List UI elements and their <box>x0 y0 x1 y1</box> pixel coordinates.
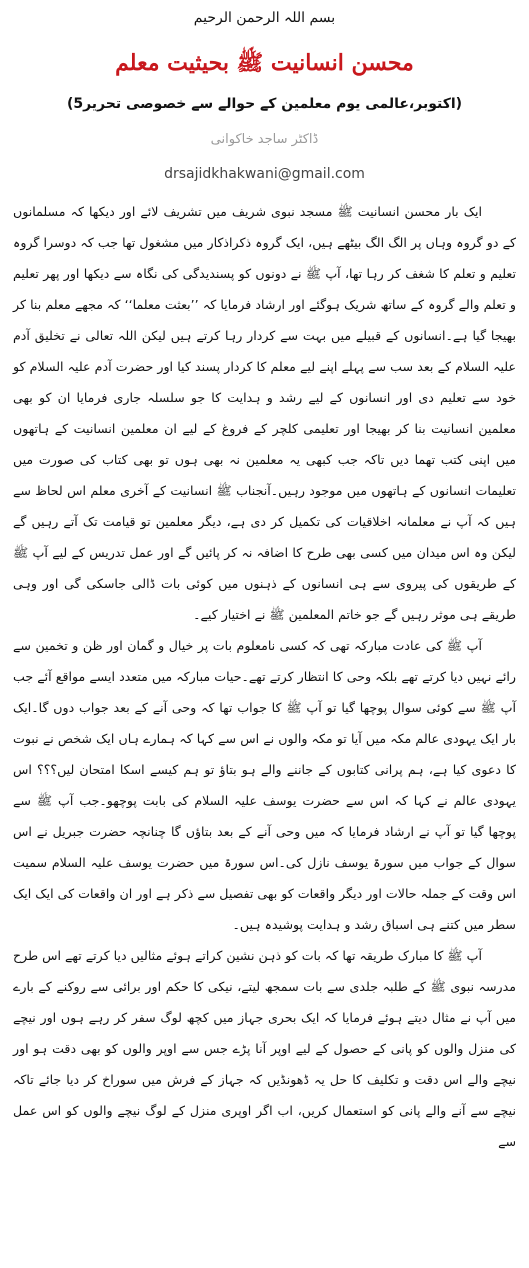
article-subtitle: (5اکتوبر،عالمی یوم معلمین کے حوالے سے خصوصی تحریر) <box>66 96 463 112</box>
author-email[interactable]: drsajidkhakwani@gmail.com <box>164 166 365 182</box>
article-body <box>0 196 529 1157</box>
body-paragraph-3: آپ ﷺ کا مبارک طریقہ تھا کہ بات کو ذہن نشین کراتے ہوئے مثالیں دیا کرتے تھے اس طرح مدرسہ نبوی ﷺ کے طلبہ جلدی سے بات سمجھ لیتے، نیکی کا حکم اور برائی سے روکنے کے بارے میں آپ نے مثال دیتے ہوئے فرمایا کہ ایک بحری جہاز میں کچھ لوگ سفر کر رہے ہوں اور نیچے کی منزل والوں کو پانی کے حصول کے لیے اوپر آنا پڑے جس سے اوپر والوں کو بھی دقت ہو اور نیچے والے اس دقت و تکلیف کا حل یہ ڈھونڈیں کہ جہاز کے فرش میں سوراخ کر دیا جائے تاکہ نیچے سے آنے والے پانی کو استعمال کریں، اب اگر اوپری منزل کے لوگ نیچے والوں کو اس عمل سے <box>13 948 516 1149</box>
article-title: محسن انسانیت ﷺ بحیثیت معلم <box>115 50 414 76</box>
article-page <box>0 10 529 1268</box>
body-paragraph-1: ایک بار محسن انسانیت ﷺ مسجد نبوی شریف میں تشریف لائے اور دیکھا کہ مسلمانوں کے دو گروہ وہاں پر الگ الگ بیٹھے ہیں، ایک گروہ ذکراذکار میں مشغول تھا جب کہ دوسرا گروہ تعلیم و تعلم کا شغف کر رہا تھا، آپ ﷺ نے دونوں کو پسندیدگی کی نگاہ سے دیکھا اور پھر تعلیم و تعلم والے گروہ کے ساتھ شریک ہوگئے اور ارشاد فرمایا کہ ’’بعثت معلما‘‘ کہ مجھے معلم بنا کر بھیجا گیا ہے۔انسانوں کے قبیلے میں بہت سے کردار رہا کرتے ہیں لیکن اللہ تعالی نے تخلیق آدم علیہ السلام کے بعد سب سے پہلے اپنے لیے معلم کا کردار پسند کیا اور حضرت آدم علیہ السلام کو خود سے تعلیم دی اور انسانوں کے لیے رشد و ہدایت کا جو سلسلہ جاری فرمایا ان کو بھی معلمین انسانیت بنا کر بھیجا اور تعلیمی کلچر کے فروغ کے لیے ان معلمین انسانیت کے ہاتھوں میں اپنی کتب تھما دیں تاکہ جب کبھی یہ معلمین نہ بھی ہوں تو بھی کتاب کی صورت میں تعلیمات انسانوں کے ہاتھوں میں موجود رہیں۔آنجناب ﷺ انسانیت کے آخری معلم اس لحاظ سے ہیں کہ آپ نے معلمانہ اخلاقیات کی تکمیل کر دی ہے، دیگر معلمین تو قیامت تک آتے رہیں گے لیکن وہ اس میدان میں کسی بھی طرح کا اضافہ نہ کر پائیں گے اور عمل تدریس کے لیے آپ ﷺ کے طریقوں کی پیروی سے ہی انسانوں کے ذہنوں میں کوئی بات ڈالی جاسکی گی اور وہی طریقے ہی موثر رہیں گے جو خاتم المعلمین ﷺ نے اختیار کیے۔ <box>13 204 516 622</box>
author-name: ڈاکٹر ساجد خاکوانی <box>210 132 319 147</box>
body-paragraph-2: آپ ﷺ کی عادت مبارکہ تھی کہ کسی نامعلوم بات پر خیال و گمان اور ظن و تخمین سے رائے نہیں دیا کرتے تھے بلکہ وحی کا انتظار کرتے تھے۔حیات مبارکہ میں متعدد ایسے مواقع آئے جب آپ ﷺ سے کوئی سوال پوچھا گیا تو آپ ﷺ کا جواب تھا کہ وحی آنے کے بعد جواب دوں گا۔ایک بار ایک یہودی عالم مکہ میں آیا تو مکہ والوں نے اس سے کہا کہ ہمارے ہاں ایک شخص نے نبوت کا دعوی کیا ہے، ہم پرانی کتابوں کے جاننے والے ہو بتاؤ تو ہم کیسے اسکا امتحان لیں؟؟؟ اس یہودی عالم نے کہا کہ اس سے حضرت یوسف علیہ السلام کی بابت پوچھو۔جب آپ ﷺ سے پوچھا گیا تو آپ نے ارشاد فرمایا کہ میں وحی آنے کے بعد بتاؤں گا چنانچہ حضرت جبریل نے اس سوال کے جواب میں سورۃ یوسف نازل کی۔اس سورۃ میں حضرت یوسف علیہ السلام سمیت اس وقت کے جملہ حالات اور دیگر واقعات کو بھی تفصیل سے ذکر ہے اور ان واقعات کی ایک ایک سطر میں کتنے ہی اسباق رشد و ہدایت پوشیدہ ہیں۔ <box>13 638 516 932</box>
bismillah-heading: بسم اللہ الرحمن الرحیم <box>193 10 336 26</box>
